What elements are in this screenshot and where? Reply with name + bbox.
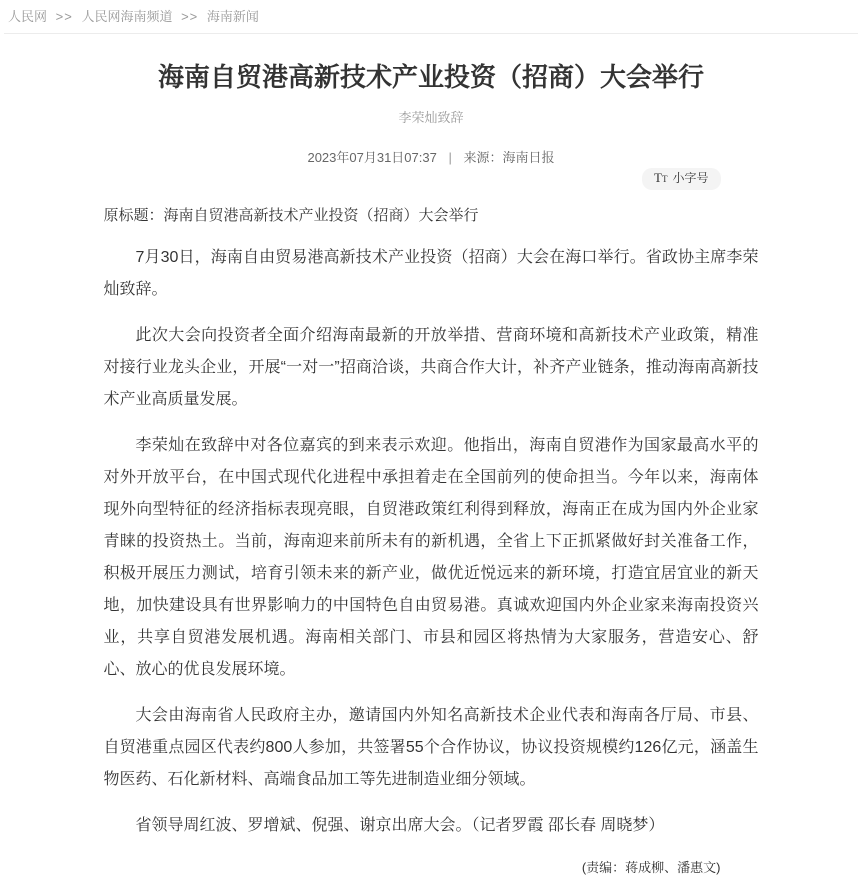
breadcrumb-separator: >> (55, 9, 73, 24)
article-meta (104, 147, 759, 166)
publish-date: 2023年07月31日07:37 (307, 150, 437, 165)
paragraph: 省领导周红波、罗增斌、倪强、谢京出席大会。（记者罗霞 邵长春 周晓梦） (135, 817, 665, 834)
article-toolbar (104, 168, 759, 188)
meta-separator: | (448, 150, 452, 165)
font-size-icon: TT (654, 170, 668, 185)
page-title: 海南自贸港高新技术产业投资（招商）大会举行 (157, 62, 704, 92)
original-title (104, 206, 759, 226)
article-subtitle: 李荣灿致辞 (398, 110, 464, 125)
header-divider (4, 33, 858, 34)
source-label: 来源： (463, 150, 503, 165)
article-body (104, 206, 759, 842)
paragraph: 此次大会向投资者全面介绍海南最新的开放举措、营商环境和高新技术产业政策，精准对接行业龙头企业，开展“一对一”招商洽谈，共商合作大计，补齐产业链条，推动海南高新技术产业高质量发展。 (103, 327, 759, 408)
source-name: 海南日报 (502, 150, 555, 165)
paragraph: 李荣灿在致辞中对各位嘉宾的到来表示欢迎。他指出，海南自贸港作为国家最高水平的对外开放平台，在中国式现代化进程中承担着走在全国前列的使命担当。今年以来，海南体现外向型特征的经济指标表现亮眼，自贸港政策红利得到释放，海南正在成为国内外企业家青睐的投资热土。当前，海南迎来前所未有的新机遇，全省上下正抓紧做好封关准备工作，积极开展压力测试，培育引领未来的新产业，做优近悦远来的新环境，打造宜居宜业的新天地，加快建设具有世界影响力的中国特色自由贸易港。真诚欢迎国内外企业家来海南投资兴业，共享自贸港发展机遇。海南相关部门、市县和园区将热情为大家服务，营造安心、舒心、放心的优良发展环境。 (103, 437, 759, 678)
editors-note: (责编：蒋成柳、潘惠文) (581, 860, 721, 875)
paragraph: 大会由海南省人民政府主办，邀请国内外知名高新技术企业代表和海南各厅局、市县、自贸港重点园区代表约800人参加，共签署55个合作协议，协议投资规模约126亿元，涵盖生物医药、石化新材料、高端食品加工等先进制造业细分领域。 (103, 707, 759, 788)
article-content (104, 60, 759, 890)
paragraph: 7月30日，海南自由贸易港高新技术产业投资（招商）大会在海口举行。省政协主席李荣灿致辞。 (103, 249, 759, 298)
breadcrumb-link-hainan-channel[interactable]: 人民网海南频道 (81, 9, 173, 24)
breadcrumb-link-hainan-news[interactable]: 海南新闻 (206, 9, 259, 24)
font-size-label: 小字号 (672, 171, 709, 185)
breadcrumb-link-peoples-daily[interactable]: 人民网 (8, 9, 48, 24)
original-title-text: 海南自贸港高新技术产业投资（招商）大会举行 (163, 207, 479, 224)
original-title-label: 原标题： (103, 207, 164, 224)
breadcrumb-separator: >> (181, 9, 199, 24)
font-size-button[interactable] (642, 168, 720, 190)
breadcrumb (0, 0, 862, 33)
